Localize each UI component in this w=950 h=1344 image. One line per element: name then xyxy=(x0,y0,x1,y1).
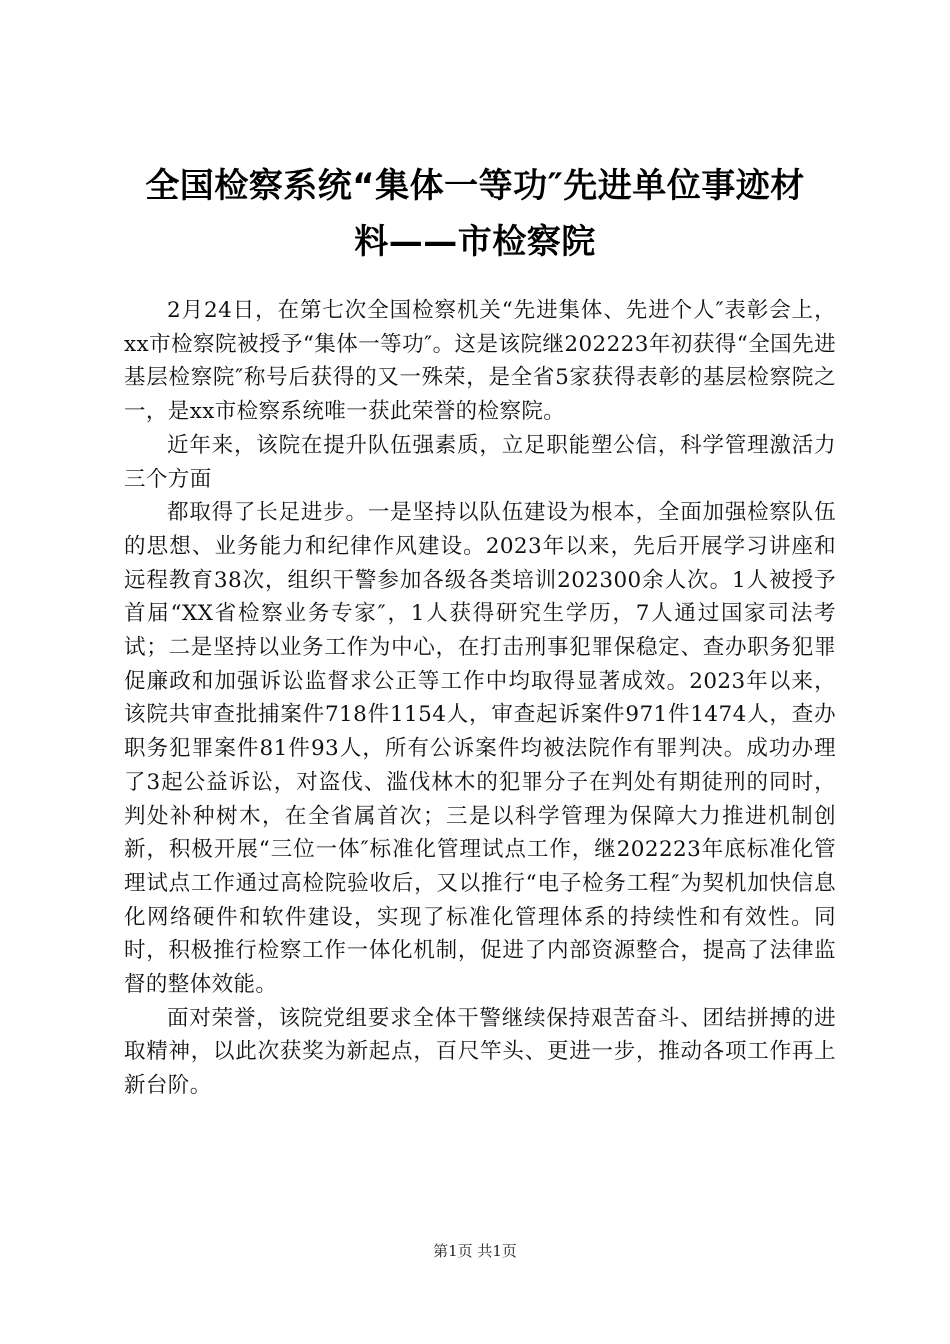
page-footer: 第1页 共1页 xyxy=(433,1242,517,1260)
paragraph-award: 2月24日，在第七次全国检察机关“先进集体、先进个人″表彰会上，xx市检察院被授予“集体一等功″。这是该院继202223年初获得“全国先进基层检察院″称号后获得的又一殊荣，是全省5家获得表彰的基层检察院之一，是xx市检察系统唯一获此荣誉的检察院。 xyxy=(124,298,836,425)
paragraph-achievements: 都取得了长足进步。一是坚持以队伍建设为根本，全面加强检察队伍的思想、业务能力和纪律作风建设。2023年以来，先后开展学习讲座和远程教育38次，组织干警参加各级各类培训202300余人次。1人被授予首届“XX省检察业务专家″，1人获得研究生学历，7人通过国家司法考试；二是坚持以业务工作为中心，在打击刑事犯罪保稳定、查办职务犯罪促廉政和加强诉讼监督求公正等工作中均取得显著成效。2023年以来，该院共审查批捕案件718件1154人，审查起诉案件971件1474人，查办职务犯罪案件81件93人，所有公诉案件均被法院作有罪判决。成功办理了3起公益诉讼，对盗伐、滥伐林木的犯罪分子在判处有期徒刑的同时，判处补种树木，在全省属首次；三是以科学管理为保障大力推进机制创新，积极开展“三位一体″标准化管理试点工作，继202223年底标准化管理试点工作通过高检院验收后，又以推行“电子检务工程″为契机加快信息化网络硬件和软件建设，实现了标准化管理体系的持续性和有效性。同时，积极推行检察工作一体化机制，促进了内部资源整合，提高了法律监督的整体效能。 xyxy=(124,500,836,998)
paragraph-conclusion: 面对荣誉，该院党组要求全体干警继续保持艰苦奋斗、团结拼搏的进取精神，以此次获奖为新起点，百尺竿头、更进一步，推动各项工作再上新台阶。 xyxy=(124,1005,836,1099)
document-title xyxy=(100,158,850,270)
paragraph-intro: 近年来，该院在提升队伍强素质，立足职能塑公信，科学管理激活力三个方面 xyxy=(124,432,836,492)
document-body xyxy=(124,294,836,1103)
title-line-2: 料——市检察院 xyxy=(354,222,596,262)
title-line-1: 全国检察系统“集体一等功″先进单位事迹材 xyxy=(145,166,805,206)
